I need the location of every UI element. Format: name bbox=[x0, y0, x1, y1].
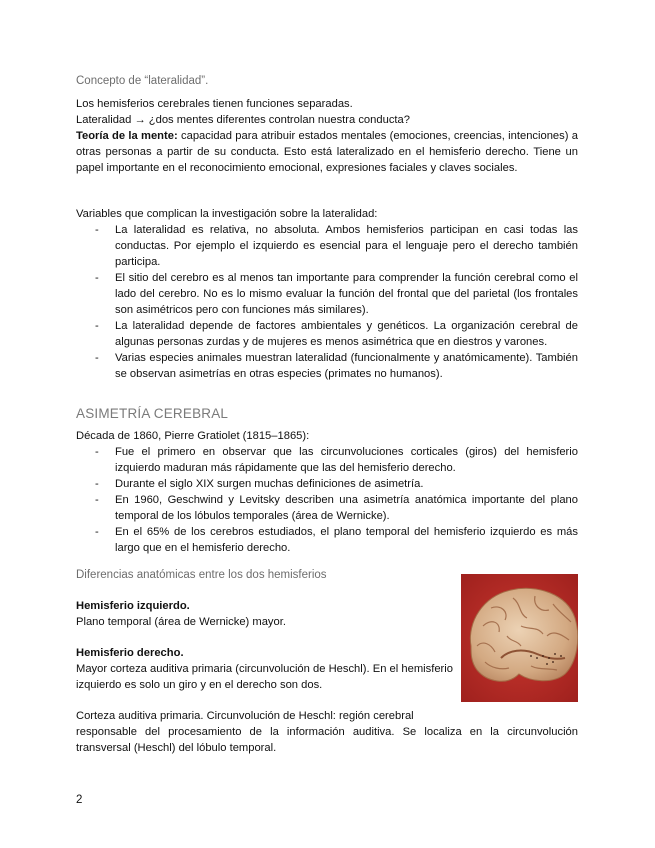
section-title-asymmetry: ASIMETRÍA CEREBRAL bbox=[76, 406, 229, 421]
asymmetry-block bbox=[76, 428, 578, 556]
section-title-anatomical-differences: Diferencias anatómicas entre los dos hemisferios bbox=[76, 569, 327, 581]
list-item: - Durante el siglo XIX surgen muchas definiciones de asimetría. bbox=[95, 478, 424, 490]
list-item: - La lateralidad depende de factores ambientales y genéticos. La organización cerebral de algunas personas zurdas y de mujeres es menos asimétrica que en diestros y varones. bbox=[95, 320, 578, 348]
auditory-cortex-paragraph bbox=[76, 708, 578, 756]
brain-photo bbox=[461, 574, 578, 702]
theory-of-mind-label: Teoría de la mente: bbox=[76, 130, 178, 142]
left-hemisphere-text: Plano temporal (área de Wernicke) mayor. bbox=[76, 616, 286, 628]
list-item: - En 1960, Geschwind y Levitsky describen una asimetría anatómica importante del plano temporal de los lóbulos temporales (área de Wernicke). bbox=[95, 494, 578, 522]
auditory-cortex-line-1: Corteza auditiva primaria. Circunvolución de Heschl: región cerebral bbox=[76, 710, 414, 722]
theory-of-mind-paragraph bbox=[76, 128, 578, 176]
variables-list bbox=[76, 222, 578, 382]
list-item: - En el 65% de los cerebros estudiados, el plano temporal del hemisferio izquierdo es más largo que en el hemisferio derecho. bbox=[95, 526, 578, 554]
right-hemisphere-text: Mayor corteza auditiva primaria (circunvolución de Heschl). En el hemisferio izquierdo es solo un giro y en el derecho son dos. bbox=[76, 663, 453, 691]
list-item: - Varias especies animales muestran lateralidad (funcionalmente y anatómicamente). También se observan asimetrías en otras especies (primates no humanos). bbox=[95, 352, 578, 380]
variables-intro: Variables que complican la investigación sobre la lateralidad: bbox=[76, 208, 378, 220]
asymmetry-intro: Década de 1860, Pierre Gratiolet (1815–1865): bbox=[76, 430, 310, 442]
laterality-intro bbox=[76, 96, 578, 176]
left-hemisphere-heading: Hemisferio izquierdo. bbox=[76, 600, 190, 612]
intro-line-1: Los hemisferios cerebrales tienen funciones separadas. bbox=[76, 98, 353, 110]
right-hemisphere-heading: Hemisferio derecho. bbox=[76, 647, 184, 659]
intro-line-2: Lateralidad → ¿dos mentes diferentes controlan nuestra conducta? bbox=[76, 114, 410, 126]
variables-block bbox=[76, 206, 578, 382]
auditory-cortex-rest: responsable del procesamiento de la información auditiva. Se localiza en la circunvolución transversal (Heschl) del lóbulo temporal. bbox=[76, 726, 578, 754]
asymmetry-list bbox=[76, 444, 578, 556]
page-number: 2 bbox=[76, 794, 83, 806]
theory-of-mind-text: capacidad para atribuir estados mentales (emociones, creencias, intenciones) a otras personas a partir de su conducta. Esto está lateralizado en el hemisferio derecho. Tiene un papel importante en el reconocimiento emocional, expresiones faciales y claves sociales. bbox=[76, 130, 578, 174]
section-title-laterality: Concepto de “lateralidad”. bbox=[76, 75, 209, 87]
list-item: - El sitio del cerebro es al menos tan importante para comprender la función cerebral como el lado del cerebro. No es lo mismo evaluar la función del frontal que del parietal (los frontales son asimétricos pero con funciones más similares). bbox=[95, 272, 578, 316]
list-item: - La lateralidad es relativa, no absoluta. Ambos hemisferios participan en casi todas las conductas. Por ejemplo el izquierdo es esencial para el lenguaje pero el derecho también participa. bbox=[95, 224, 578, 268]
list-item: - Fue el primero en observar que las circunvoluciones corticales (giros) del hemisferio izquierdo maduran más rápidamente que las del hemisferio derecho. bbox=[95, 446, 578, 474]
